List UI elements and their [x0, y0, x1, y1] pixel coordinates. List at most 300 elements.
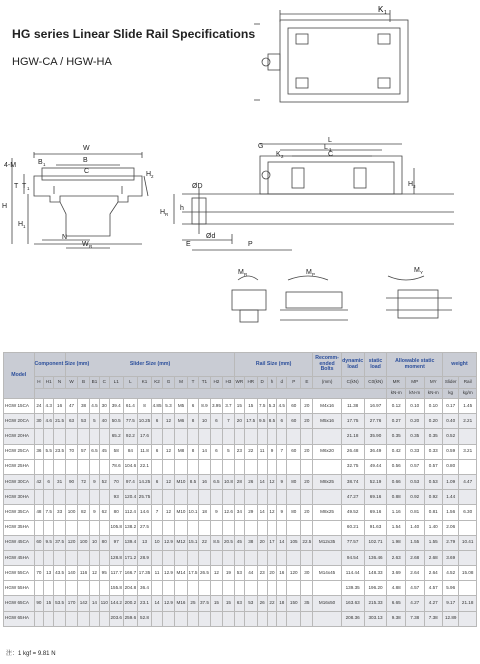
column-header: W	[66, 377, 78, 389]
table-cell	[78, 520, 90, 535]
table-cell: 18	[198, 505, 210, 520]
table-cell: 70	[34, 566, 44, 581]
table-cell	[90, 429, 100, 444]
svg-text:1: 1	[384, 10, 387, 16]
table-cell	[78, 581, 90, 596]
svg-text:H: H	[408, 181, 414, 188]
table-cell: 144.2	[109, 596, 123, 611]
table-cell: 30	[34, 414, 44, 429]
table-cell: 9.5	[257, 414, 267, 429]
table-cell: 21.18	[341, 429, 364, 444]
table-cell: 15	[244, 399, 257, 414]
table-cell	[90, 490, 100, 505]
table-cell: 82	[78, 505, 90, 520]
table-cell: 4.3	[44, 399, 54, 414]
column-header: h	[267, 377, 277, 389]
table-cell	[244, 520, 257, 535]
table-cell	[222, 550, 234, 565]
table-cell: 6.30	[459, 505, 477, 520]
table-cell: 53.5	[54, 596, 66, 611]
table-cell: 58	[109, 444, 123, 459]
table-cell: 0.42	[387, 444, 406, 459]
table-cell: 0.12	[387, 399, 406, 414]
table-cell	[34, 520, 44, 535]
table-cell: 12	[210, 566, 222, 581]
table-row	[4, 581, 477, 596]
table-cell	[313, 520, 341, 535]
table-row	[4, 535, 477, 550]
table-cell: 35	[301, 596, 313, 611]
column-header: K1	[137, 377, 151, 389]
table-cell	[78, 490, 90, 505]
table-cell: 50.5	[109, 414, 123, 429]
table-cell: 80	[287, 505, 301, 520]
table-cell	[163, 611, 175, 626]
column-header: L	[123, 377, 137, 389]
table-cell: 0.59	[443, 444, 459, 459]
table-cell: 4.52	[443, 566, 459, 581]
table-cell: 140	[66, 566, 78, 581]
table-cell: 93	[109, 490, 123, 505]
table-cell	[301, 429, 313, 444]
table-cell: 32.75	[341, 459, 364, 474]
model-cell: HGW 65HA	[4, 611, 35, 626]
table-cell: 61.4	[123, 399, 137, 414]
table-cell: 200.2	[123, 596, 137, 611]
table-cell: 12	[163, 444, 175, 459]
table-cell: 112.4	[123, 505, 137, 520]
table-cell: 23.1	[137, 596, 151, 611]
table-cell: 69.16	[364, 490, 387, 505]
table-cell: 80	[99, 535, 109, 550]
svg-text:H: H	[160, 209, 166, 216]
table-cell	[44, 520, 54, 535]
table-cell: 1.16	[387, 505, 406, 520]
table-cell	[188, 459, 199, 474]
table-cell	[277, 429, 287, 444]
table-cell: 20	[234, 414, 244, 429]
table-cell	[152, 581, 163, 596]
table-cell: 20	[301, 474, 313, 489]
table-cell	[210, 520, 222, 535]
table-cell: 1.55	[405, 535, 424, 550]
table-cell	[313, 581, 341, 596]
table-cell	[257, 550, 267, 565]
table-cell	[244, 550, 257, 565]
table-cell: 90	[66, 474, 78, 489]
table-cell: 14.25	[137, 474, 151, 489]
table-cell	[163, 459, 175, 474]
table-cell: 9	[90, 474, 100, 489]
table-cell: 38	[78, 399, 90, 414]
model-cell: HGW 25CA	[4, 444, 35, 459]
table-cell	[34, 459, 44, 474]
table-cell: 13	[44, 566, 54, 581]
table-cell: 17.5	[244, 414, 257, 429]
table-row	[4, 474, 477, 489]
table-cell	[198, 459, 210, 474]
table-cell: 1.98	[387, 535, 406, 550]
table-cell: 60	[287, 399, 301, 414]
table-cell: 80	[287, 474, 301, 489]
table-cell: 5	[90, 414, 100, 429]
table-cell: 6	[152, 444, 163, 459]
table-cell	[313, 550, 341, 565]
table-cell	[174, 429, 187, 444]
table-cell: 2.64	[405, 566, 424, 581]
table-cell	[163, 429, 175, 444]
table-cell: 0.10	[405, 399, 424, 414]
table-cell: M8x25	[313, 474, 341, 489]
table-cell	[277, 550, 287, 565]
table-cell: 203.6	[109, 611, 123, 626]
static-load-header: static load	[364, 353, 387, 377]
table-cell: 1.54	[387, 520, 406, 535]
column-header: HR	[244, 377, 257, 389]
table-cell	[301, 550, 313, 565]
table-cell: 17	[267, 535, 277, 550]
table-cell: 15	[234, 399, 244, 414]
svg-text:H: H	[18, 221, 24, 228]
table-cell	[234, 490, 244, 505]
page-subtitle: HGW-CA / HGW-HA	[12, 56, 112, 68]
column-header: D	[257, 377, 267, 389]
column-header: (mm)	[313, 377, 341, 389]
table-cell: 45	[234, 535, 244, 550]
column-header: C0(kN)	[364, 377, 387, 389]
table-cell	[210, 490, 222, 505]
table-cell: 4.57	[405, 581, 424, 596]
table-cell: 105	[287, 535, 301, 550]
table-cell	[44, 490, 54, 505]
column-header: T1	[198, 377, 210, 389]
table-cell: 30	[301, 566, 313, 581]
table-cell: 22.1	[137, 459, 151, 474]
table-cell: 12.6	[222, 505, 234, 520]
table-cell: 8	[188, 414, 199, 429]
table-cell	[66, 490, 78, 505]
table-cell: 95	[99, 566, 109, 581]
table-cell: 15.1	[188, 535, 199, 550]
svg-text:1: 1	[329, 147, 332, 152]
table-cell: 60	[34, 535, 44, 550]
column-header: G	[163, 377, 175, 389]
table-cell	[188, 550, 199, 565]
table-cell: 16	[277, 566, 287, 581]
table-cell: 14	[152, 596, 163, 611]
table-cell: 2.21	[459, 414, 477, 429]
mr-label: M	[238, 269, 244, 276]
table-cell	[234, 429, 244, 444]
table-cell	[163, 490, 175, 505]
table-cell: 34	[234, 505, 244, 520]
table-cell: 303.13	[364, 611, 387, 626]
table-cell: 22	[198, 535, 210, 550]
table-cell: M12	[174, 535, 187, 550]
table-cell	[54, 459, 66, 474]
table-cell: 2.79	[443, 535, 459, 550]
table-cell: 45	[99, 444, 109, 459]
table-cell: 14	[277, 535, 287, 550]
table-cell: 77.57	[341, 535, 364, 550]
table-cell: 20	[301, 444, 313, 459]
table-cell: 8.5	[267, 414, 277, 429]
table-cell	[277, 520, 287, 535]
table-cell: 0.33	[405, 444, 424, 459]
table-cell	[99, 550, 109, 565]
table-cell	[301, 611, 313, 626]
table-cell: 7.38	[405, 611, 424, 626]
table-cell: 5.96	[443, 581, 459, 596]
table-cell: 17.35	[137, 566, 151, 581]
table-row	[4, 490, 477, 505]
table-cell: 0.92	[405, 490, 424, 505]
my-label: M	[414, 267, 420, 274]
table-cell	[99, 490, 109, 505]
table-cell: 6.5	[90, 444, 100, 459]
table-cell: 3.69	[443, 550, 459, 565]
allowable-moment-header: Allowable static moment	[387, 353, 443, 377]
component-size-header: Component Size (mm)	[34, 353, 66, 377]
table-cell: 12.9	[163, 596, 175, 611]
table-cell	[66, 520, 78, 535]
table-cell	[267, 490, 277, 505]
table-cell: 170	[66, 596, 78, 611]
svg-text:2: 2	[151, 174, 154, 179]
table-row	[4, 444, 477, 459]
rail-size-header: Rail Size (mm)	[234, 353, 312, 377]
side-c-label: C	[328, 151, 334, 158]
table-cell: 29	[244, 505, 257, 520]
table-cell: 7.5	[44, 505, 54, 520]
table-cell	[163, 520, 175, 535]
side-view-diagram	[160, 128, 454, 258]
model-cell: HGW 45CA	[4, 535, 35, 550]
e-label: E	[186, 241, 191, 248]
table-cell: 0.10	[424, 399, 443, 414]
table-cell: 120.4	[123, 490, 137, 505]
table-cell: 37.5	[54, 535, 66, 550]
table-cell: 1.09	[443, 474, 459, 489]
table-cell: 26.48	[341, 444, 364, 459]
table-cell	[99, 429, 109, 444]
table-cell	[287, 490, 301, 505]
table-cell: 0.53	[424, 474, 443, 489]
table-cell	[459, 611, 477, 626]
table-cell	[44, 550, 54, 565]
p-label: P	[248, 241, 253, 248]
table-cell: 60.21	[341, 520, 364, 535]
table-cell: 0.40	[443, 414, 459, 429]
table-cell: M6	[174, 414, 187, 429]
table-row	[4, 596, 477, 611]
table-cell: 208.36	[341, 611, 364, 626]
table-cell: 60	[287, 444, 301, 459]
column-header: Slider	[443, 377, 459, 389]
table-cell: 21.18	[459, 596, 477, 611]
table-cell: 44	[244, 566, 257, 581]
table-cell: 21.5	[54, 414, 66, 429]
svg-text:T: T	[22, 183, 27, 190]
table-cell: 9.17	[443, 596, 459, 611]
table-cell	[222, 490, 234, 505]
table-row	[4, 459, 477, 474]
table-cell: 52	[99, 474, 109, 489]
table-cell: 1.40	[424, 520, 443, 535]
table-cell: 5.3	[163, 399, 175, 414]
model-cell: HGW 30HA	[4, 490, 35, 505]
table-cell: 12	[90, 566, 100, 581]
table-cell: 0.17	[443, 399, 459, 414]
table-cell	[222, 611, 234, 626]
column-header: MR	[387, 377, 406, 389]
table-cell	[301, 581, 313, 596]
table-cell: 7	[152, 505, 163, 520]
table-cell: M16	[174, 596, 187, 611]
table-cell: 0.53	[405, 474, 424, 489]
table-cell	[257, 490, 267, 505]
table-cell: 26.5	[198, 566, 210, 581]
table-cell: 6	[277, 414, 287, 429]
column-header: K2	[152, 377, 163, 389]
svg-text:L: L	[324, 144, 328, 151]
table-cell: 65.2	[109, 429, 123, 444]
table-cell	[244, 611, 257, 626]
table-cell: 14	[257, 474, 267, 489]
table-cell: 57	[78, 444, 90, 459]
table-cell: 31	[54, 474, 66, 489]
table-cell: 2.68	[424, 550, 443, 565]
table-cell: 4.88	[387, 581, 406, 596]
table-cell: 6	[188, 399, 199, 414]
table-cell: 196.20	[364, 581, 387, 596]
table-cell	[44, 429, 54, 444]
table-row	[4, 505, 477, 520]
svg-text:1: 1	[43, 162, 46, 167]
table-cell: 0.20	[405, 414, 424, 429]
table-cell: 6	[152, 414, 163, 429]
table-cell	[210, 429, 222, 444]
table-cell	[301, 490, 313, 505]
model-cell: HGW 15CA	[4, 399, 35, 414]
table-cell: 53	[234, 566, 244, 581]
table-cell: 16	[54, 399, 66, 414]
table-cell: 5	[222, 444, 234, 459]
table-cell	[244, 490, 257, 505]
table-cell: 18	[277, 596, 287, 611]
table-cell: 62	[99, 505, 109, 520]
table-cell	[174, 459, 187, 474]
table-cell: 40	[99, 414, 109, 429]
table-cell	[174, 520, 187, 535]
table-cell: 0.81	[405, 505, 424, 520]
table-cell	[188, 581, 199, 596]
table-cell: 12	[267, 505, 277, 520]
column-header: B	[78, 377, 90, 389]
column-header: P	[287, 377, 301, 389]
table-cell: 8.5	[210, 535, 222, 550]
table-cell: 7	[277, 444, 287, 459]
table-cell: 10.25	[137, 414, 151, 429]
table-cell	[34, 490, 44, 505]
column-header: N	[54, 377, 66, 389]
t-label: T	[14, 183, 19, 190]
table-cell	[54, 490, 66, 505]
table-cell: 2.64	[424, 566, 443, 581]
table-cell: 4.5	[90, 399, 100, 414]
table-cell	[78, 429, 90, 444]
table-cell	[313, 459, 341, 474]
table-cell: 10	[198, 414, 210, 429]
table-cell: 155.8	[109, 581, 123, 596]
column-header: H3	[222, 377, 234, 389]
column-header: H1	[44, 377, 54, 389]
table-cell	[459, 550, 477, 565]
front-section-diagram	[0, 138, 160, 250]
table-cell: 23.5	[54, 444, 66, 459]
table-cell: 39.4	[109, 399, 123, 414]
table-cell: 0.35	[424, 429, 443, 444]
model-cell: HGW 25HA	[4, 459, 35, 474]
table-cell: 42	[34, 474, 44, 489]
table-cell: 4.27	[424, 596, 443, 611]
table-row	[4, 429, 477, 444]
table-cell: 36.49	[364, 444, 387, 459]
table-cell	[313, 490, 341, 505]
table-row	[4, 566, 477, 581]
table-cell	[459, 459, 477, 474]
model-cell: HGW 35HA	[4, 520, 35, 535]
dynamic-load-header: dynamic load	[341, 353, 364, 377]
table-cell	[210, 550, 222, 565]
table-cell: 105.8	[109, 520, 123, 535]
table-cell	[66, 581, 78, 596]
table-cell	[234, 520, 244, 535]
table-cell: M4x16	[313, 399, 341, 414]
table-cell: 4.85	[152, 399, 163, 414]
svg-text:3: 3	[413, 184, 416, 189]
table-cell: 7.38	[424, 611, 443, 626]
table-cell	[66, 611, 78, 626]
table-cell	[277, 459, 287, 474]
table-cell: 70	[109, 474, 123, 489]
table-cell: 171.2	[123, 550, 137, 565]
table-cell	[267, 459, 277, 474]
table-cell	[90, 520, 100, 535]
table-cell: 0.35	[405, 429, 424, 444]
mount-label: 4-M	[4, 162, 17, 169]
table-cell	[287, 459, 301, 474]
od-label: ØD	[192, 183, 203, 190]
table-cell	[459, 490, 477, 505]
table-cell: 102.71	[364, 535, 387, 550]
table-cell: 1.55	[424, 535, 443, 550]
table-cell	[90, 611, 100, 626]
mr-unit: kN-m	[387, 389, 406, 399]
table-cell: 28.9	[137, 550, 151, 565]
table-cell: 17.5	[188, 566, 199, 581]
table-cell: M5x16	[313, 414, 341, 429]
table-cell	[234, 550, 244, 565]
footnote: 注：1 kgf = 9.81 N	[6, 651, 56, 657]
table-cell: 37.5	[198, 596, 210, 611]
table-cell	[99, 581, 109, 596]
table-cell: 15	[44, 596, 54, 611]
table-cell	[66, 459, 78, 474]
table-cell: 0.80	[443, 459, 459, 474]
table-cell: 4.5	[277, 399, 287, 414]
table-cell: 6	[210, 414, 222, 429]
